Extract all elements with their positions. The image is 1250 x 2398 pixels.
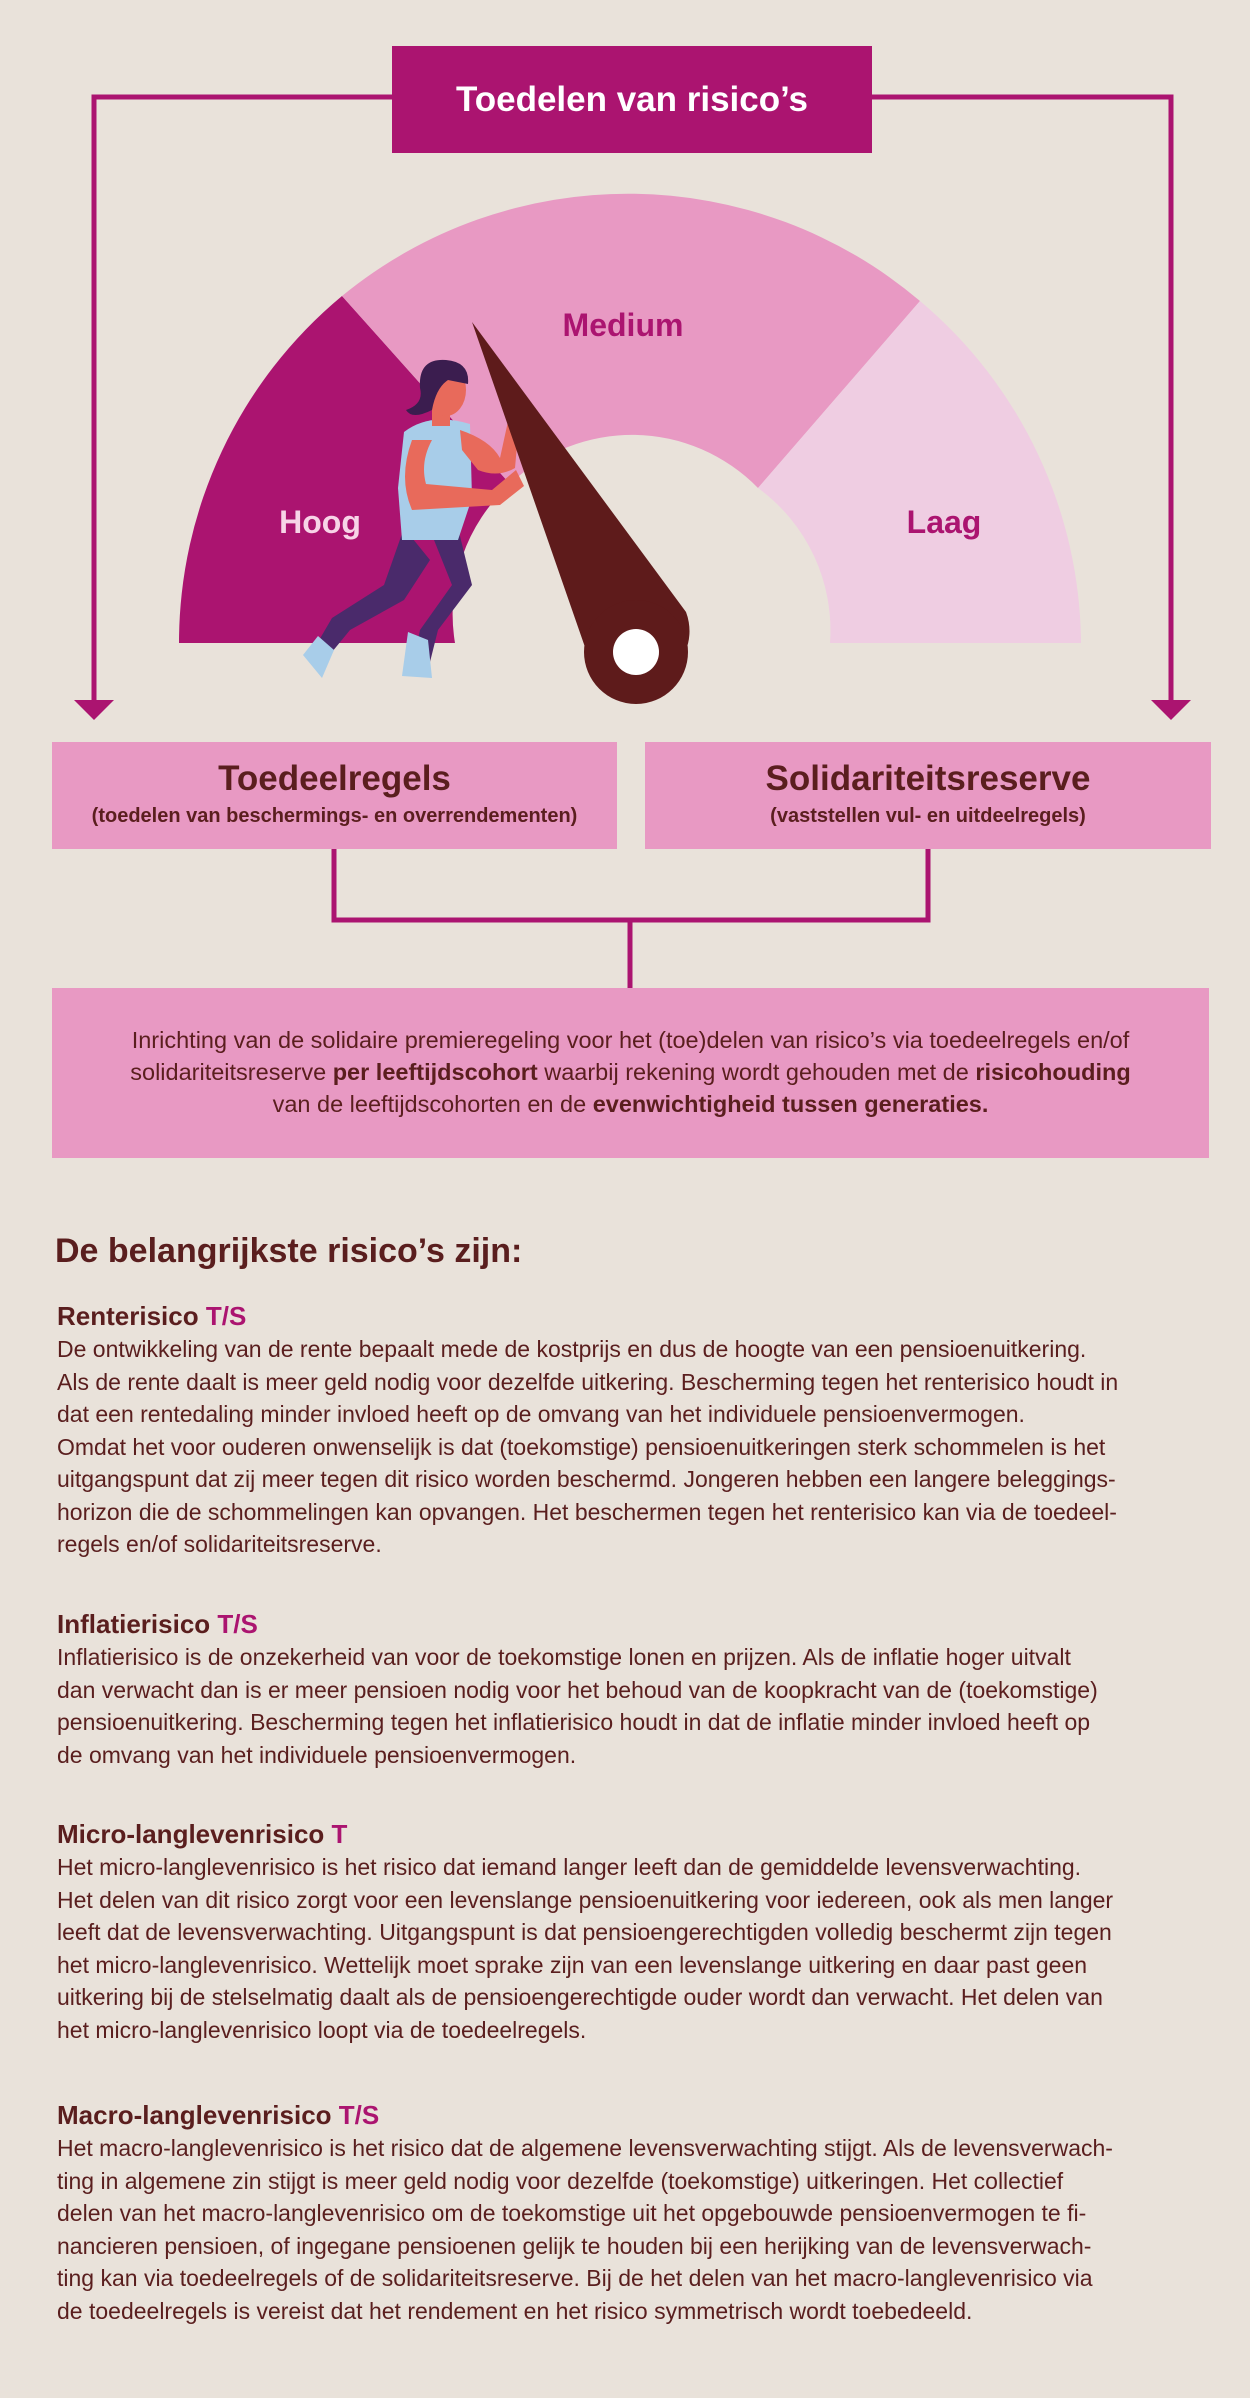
- summary-text-1: Inrichting van de solidaire premieregeling voor het (toe)delen van risico’s via toedeelregels en/of solidariteitsreserve: [130, 1027, 1130, 1085]
- risk-line: regels en/of solidariteitsreserve.: [57, 1531, 382, 1557]
- gauge-label-medium: Medium: [562, 307, 684, 343]
- summary-box: [52, 988, 1209, 1158]
- risk-line: Inflatierisico is de onzekerheid van voor de toekomstige lonen en prijzen. Als de inflatie hoger uitvalt: [57, 1644, 1071, 1670]
- risk-renterisico: [57, 1299, 1207, 1561]
- gauge-label-laag: Laag: [906, 504, 982, 540]
- risks-heading: De belangrijkste risico’s zijn:: [55, 1232, 523, 1270]
- risk-line: Het delen van dit risico zorgt voor een levenslange pensioenuitkering voor iedereen, ook als men langer: [57, 1886, 1114, 1913]
- risk-line: delen van het macro-langlevenrisico om de toekomstige uit het opgebouwde pensioenvermogen te fi-: [57, 2200, 1087, 2226]
- risk-name: Micro-langlevenrisico: [57, 1819, 325, 1849]
- summary-text-2: waarbij rekening wordt gehouden met de: [537, 1059, 976, 1085]
- risk-line: nancieren pensioen, of ingegane pensioenen gelijk te houden bij een herijking van de levensverwach-: [57, 2232, 1092, 2259]
- risk-line: uitgangspunt dat zij meer tegen dit risico worden beschermd. Jongeren hebben een langere beleggings-: [57, 1466, 1116, 1492]
- solidariteitsreserve-title: Solidariteitsreserve: [765, 759, 1091, 798]
- risk-line: dan verwacht dan is er meer pensioen nodig voor het behoud van de koopkracht van de (toekomstige): [57, 1676, 1098, 1703]
- solidariteitsreserve-subtitle: (vaststellen vul- en uitdeelregels): [770, 804, 1086, 827]
- arrow-down-left-icon: [74, 700, 114, 720]
- toedeelregels-subtitle: (toedelen van beschermings- en overrendementen): [91, 804, 578, 827]
- risk-line: Omdat het voor ouderen onwenselijk is dat (toekomstige) pensioenuitkeringen sterk schommelen is het: [57, 1433, 1106, 1460]
- risk-line: Het macro-langlevenrisico is het risico dat de algemene levensverwachting stijgt. Als de levensverwach-: [57, 2135, 1113, 2161]
- risk-tag: T/S: [217, 1609, 258, 1639]
- risk-allocation-diagram: [0, 0, 1250, 1180]
- risk-line: pensioenuitkering. Bescherming tegen het inflatierisico houdt in dat de inflatie minder invloed heeft op: [57, 1709, 1091, 1735]
- risk-line: dat een rentedaling minder invloed heeft op de omvang van het individuele pensioenvermogen.: [57, 1401, 1025, 1427]
- summary-bold-2: risicohouding: [975, 1059, 1131, 1085]
- connector-boxes: [334, 849, 928, 920]
- risk-tag: T/S: [205, 1301, 247, 1331]
- toedeelregels-box: [52, 742, 617, 849]
- summary-bold-3: evenwichtigheid tussen generaties.: [592, 1091, 989, 1117]
- risk-line: De ontwikkeling van de rente bepaalt mede de kostprijs en dus de hoogte van een pensioenuitkering.: [57, 1336, 1087, 1362]
- risk-micro-langlevenrisico: [57, 1817, 1207, 2046]
- risk-description: [57, 2132, 1207, 2327]
- risk-line: Het micro-langlevenrisico is het risico dat iemand langer leeft dan de gemiddelde levensverwachting.: [57, 1854, 1082, 1880]
- risk-description: [57, 1641, 1207, 1771]
- risk-line: ting in algemene zin stijgt is meer geld nodig voor dezelfde (toekomstige) uitkeringen. Het collectief: [57, 2167, 1064, 2194]
- risk-line: het micro-langlevenrisico. Wettelijk moet sprake zijn van een levenslange uitkering en daar past geen: [57, 1951, 1088, 1978]
- risk-line: het micro-langlevenrisico loopt via de toedeelregels.: [57, 2016, 587, 2043]
- summary-bold-1: per leeftijdscohort: [332, 1059, 538, 1085]
- risk-name: Inflatierisico: [57, 1609, 211, 1639]
- risk-macro-langlevenrisico: [57, 2098, 1207, 2327]
- risk-line: ting kan via toedeelregels of de solidariteitsreserve. Bij de het delen van het macro-langlevenrisico via: [57, 2265, 1093, 2291]
- risk-line: de toedeelregels is vereist dat het rendement en het risico symmetrisch wordt toebedeeld.: [57, 2297, 973, 2324]
- risk-name: Renterisico: [57, 1301, 199, 1331]
- gauge-label-hoog: Hoog: [279, 504, 361, 540]
- risk-tag: T/S: [338, 2100, 380, 2130]
- toedeelregels-title: Toedeelregels: [218, 759, 451, 798]
- bottom-connectors: [334, 849, 928, 988]
- risk-line: Als de rente daalt is meer geld nodig voor dezelfde uitkering. Bescherming tegen het renterisico houdt in: [57, 1368, 1119, 1395]
- risk-line: leeft dat de levensverwachting. Uitgangspunt is dat pensioengerechtigden volledig beschermt zijn tegen: [57, 1919, 1112, 1945]
- solidariteitsreserve-box: [645, 742, 1211, 849]
- risk-description: [57, 1851, 1207, 2046]
- risk-description: [57, 1333, 1207, 1561]
- diagram-title: Toedelen van risico’s: [392, 46, 872, 153]
- summary-text-3: van de leeftijdscohorten en de: [272, 1091, 593, 1117]
- risk-tag: T: [331, 1819, 348, 1849]
- risk-line: horizon die de schommelingen kan opvangen. Het beschermen tegen het renterisico kan via de toedeel-: [57, 1498, 1117, 1525]
- risk-name: Macro-langlevenrisico: [57, 2100, 332, 2130]
- arrow-down-right-icon: [1151, 700, 1191, 720]
- needle-pivot-icon: [613, 629, 659, 675]
- risk-inflatierisico: [57, 1607, 1207, 1771]
- risk-line: de omvang van het individuele pensioenvermogen.: [57, 1741, 577, 1768]
- risk-line: uitkering bij de stelselmatig daalt als de pensioengerechtigde ouder wordt dan verwacht. Het delen van: [57, 1984, 1103, 2010]
